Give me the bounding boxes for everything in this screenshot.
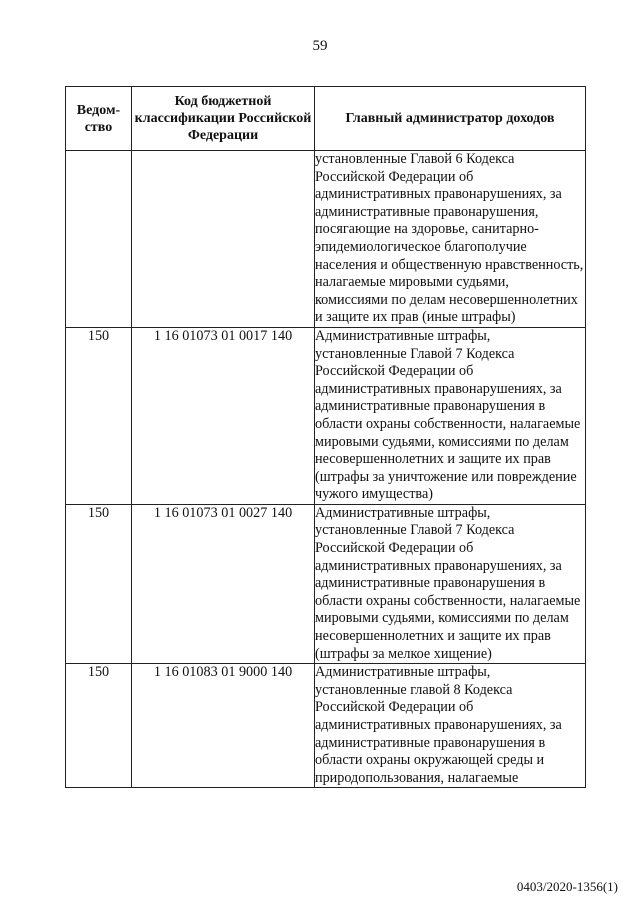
table-row (66, 327, 586, 504)
agency-cell: 150 (66, 664, 132, 788)
description-cell: Административные штрафы, установленные Главой 7 Кодекса Российской Федерации об административных правонарушениях, за административные правонарушения в области охраны собственности, налагаемые мировыми судьями, комиссиями по делам несовершеннолетних и защите их прав (штрафы за мелкое хищение) (315, 504, 586, 663)
description-cell: установленные Главой 6 Кодекса Российской Федерации об административных правонарушениях, за административные правонарушения, посягающие на здоровье, санитарно-эпидемиологическое благополучие населения и общественную нравственность, налагаемые мировыми судьями, комиссиями по делам несовершеннолетних и защите их прав (иные штрафы) (315, 151, 586, 328)
header-agency: Ведом-ство (66, 87, 132, 151)
table-row (66, 151, 586, 328)
code-cell: 1 16 01073 01 0027 140 (132, 504, 315, 663)
budget-classification-table (65, 86, 586, 788)
header-administrator: Главный администратор доходов (315, 87, 586, 151)
page-number: 59 (312, 38, 328, 54)
code-cell: 1 16 01083 01 9000 140 (132, 664, 315, 788)
header-budget-code: Код бюджетной классификации Российской Федерации (132, 87, 315, 151)
document-code: 0403/2020-1356(1) (516, 879, 618, 894)
agency-cell: 150 (66, 504, 132, 663)
description-cell: Административные штрафы, установленные главой 8 Кодекса Российской Федерации об административных правонарушениях, за административные правонарушения в области охраны окружающей среды и природопользования, налагаемые (315, 664, 586, 788)
table-row (66, 664, 586, 788)
code-cell (132, 151, 315, 328)
code-cell: 1 16 01073 01 0017 140 (132, 327, 315, 504)
table-row (66, 504, 586, 663)
agency-cell (66, 151, 132, 328)
description-cell: Административные штрафы, установленные Главой 7 Кодекса Российской Федерации об административных правонарушениях, за административные правонарушения в области охраны собственности, налагаемые мировыми судьями, комиссиями по делам несовершеннолетних и защите их прав (штрафы за уничтожение или повреждение чужого имущества) (315, 327, 586, 504)
agency-cell: 150 (66, 327, 132, 504)
table-header-row (66, 87, 586, 151)
